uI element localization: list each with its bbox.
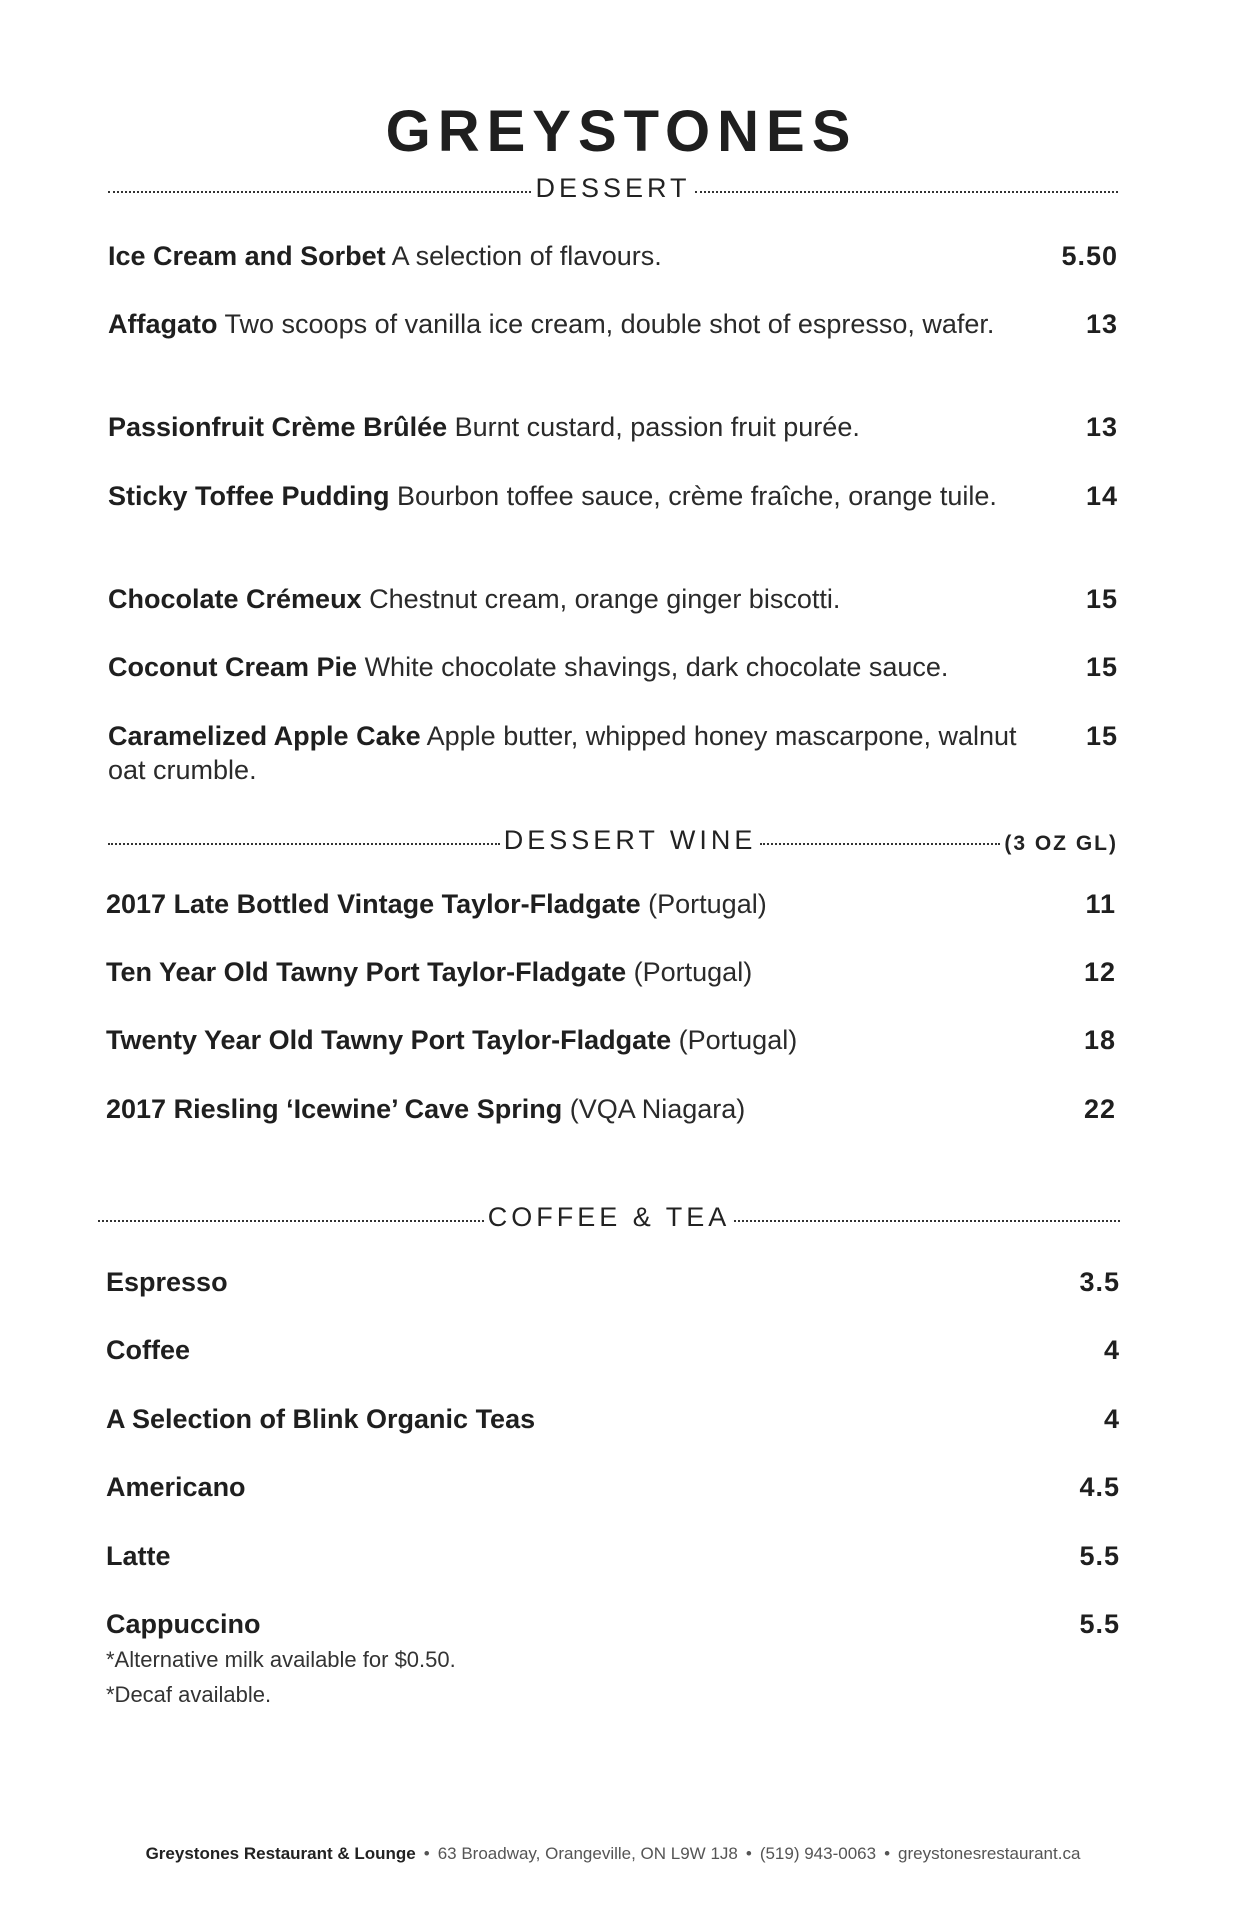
item-name: Chocolate Crémeux: [108, 584, 362, 614]
item-description: Apple butter, whipped honey mascarpone, walnut oat crumble.: [108, 721, 1017, 785]
menu-item: [106, 1265, 1120, 1299]
menu-item: [108, 239, 1118, 273]
item-price: 3.5: [1079, 1267, 1120, 1297]
section-title-coffee-tea: COFFEE & TEA: [487, 1201, 731, 1232]
item-name: Coffee: [106, 1335, 191, 1365]
menu-item: [106, 1539, 1120, 1573]
item-description: (VQA Niagara): [569, 1094, 746, 1124]
serving-size-note: (3 OZ GL): [1004, 832, 1118, 855]
item-price: 18: [1083, 1025, 1116, 1055]
menu-item: [106, 955, 1116, 989]
item-name: Sticky Toffee Pudding: [108, 481, 390, 511]
item-name: Latte: [106, 1541, 171, 1571]
item-name: Caramelized Apple Cake: [108, 721, 421, 751]
footer-phone: (519) 943-0063: [759, 1844, 877, 1863]
item-description: (Portugal): [633, 957, 753, 987]
menu-item: [106, 1607, 1120, 1641]
item-price: 14: [1085, 481, 1118, 511]
coffee-tea-section-heading: [98, 1197, 1120, 1237]
menu-item: [108, 479, 1118, 513]
menu-item: [108, 650, 1118, 684]
menu-item: [108, 719, 1118, 787]
item-name: 2017 Late Bottled Vintage Taylor-Fladgate: [106, 889, 641, 919]
menu-item: [106, 1092, 1116, 1126]
item-price: 5.5: [1079, 1609, 1120, 1639]
item-price: 4: [1103, 1335, 1120, 1365]
footer-separator: •: [745, 1844, 752, 1863]
footer-separator: •: [423, 1844, 430, 1863]
item-price: 4: [1103, 1404, 1120, 1434]
item-description: (Portugal): [648, 889, 767, 919]
menu-item: [106, 887, 1116, 921]
dotted-leader: [734, 1220, 1120, 1222]
item-description: A selection of flavours.: [391, 241, 662, 271]
item-name: Espresso: [106, 1267, 228, 1297]
item-description: Burnt custard, passion fruit purée.: [454, 412, 860, 442]
item-price: 4.5: [1079, 1472, 1120, 1502]
dessert-wine-section-heading: [108, 820, 1118, 860]
item-price: 13: [1085, 309, 1118, 339]
item-name: Passionfruit Crème Brûlée: [108, 412, 448, 442]
menu-item: [108, 582, 1118, 616]
item-name: Americano: [106, 1472, 246, 1502]
item-price: 11: [1085, 889, 1116, 919]
item-name: Cappuccino: [106, 1609, 261, 1639]
footer-address: 63 Broadway, Orangeville, ON L9W 1J8: [437, 1844, 738, 1863]
menu-item: [108, 307, 1118, 341]
restaurant-name: GREYSTONES: [385, 99, 858, 164]
footer: [108, 1844, 1118, 1864]
item-price: 15: [1085, 721, 1118, 751]
footer-separator: •: [884, 1844, 891, 1863]
dessert-section-heading: [108, 168, 1118, 208]
dotted-leader: [108, 191, 531, 193]
item-price: 5.50: [1061, 241, 1118, 271]
decaf-note: *Decaf available.: [106, 1682, 272, 1707]
dotted-leader: [108, 843, 500, 845]
menu-item: [106, 1470, 1120, 1504]
item-price: 15: [1085, 652, 1118, 682]
item-description: Bourbon toffee sauce, crème fraîche, orange tuile.: [397, 481, 997, 511]
item-price: 13: [1085, 412, 1118, 442]
item-price: 22: [1083, 1094, 1116, 1124]
menu-item: [106, 1023, 1116, 1057]
item-description: White chocolate shavings, dark chocolate sauce.: [364, 652, 949, 682]
section-title-dessert: DESSERT: [535, 172, 691, 203]
footer-restaurant-name: Greystones Restaurant & Lounge: [145, 1844, 416, 1863]
dotted-leader: [760, 843, 1000, 845]
item-name: Affagato: [108, 309, 218, 339]
item-price: 12: [1083, 957, 1116, 987]
item-description: Chestnut cream, orange ginger biscotti.: [369, 584, 841, 614]
menu-item: [106, 1402, 1120, 1436]
item-name: 2017 Riesling ‘Icewine’ Cave Spring: [106, 1094, 563, 1124]
item-name: Twenty Year Old Tawny Port Taylor-Fladgate: [106, 1025, 672, 1055]
item-description: Two scoops of vanilla ice cream, double shot of espresso, wafer.: [224, 309, 995, 339]
item-price: 15: [1085, 584, 1118, 614]
section-title-dessert-wine: DESSERT WINE: [503, 824, 757, 855]
dotted-leader: [98, 1220, 484, 1222]
item-name: Ice Cream and Sorbet: [108, 241, 386, 271]
footer-website: greystonesrestaurant.ca: [898, 1844, 1081, 1863]
dotted-leader: [695, 191, 1118, 193]
item-price: 5.5: [1079, 1541, 1120, 1571]
alternative-milk-note: *Alternative milk available for $0.50.: [106, 1647, 456, 1672]
item-description: (Portugal): [678, 1025, 798, 1055]
item-name: Ten Year Old Tawny Port Taylor-Fladgate: [106, 957, 627, 987]
menu-item: [106, 1333, 1120, 1367]
item-name: Coconut Cream Pie: [108, 652, 358, 682]
menu-item: [108, 410, 1118, 444]
item-name: A Selection of Blink Organic Teas: [106, 1404, 536, 1434]
